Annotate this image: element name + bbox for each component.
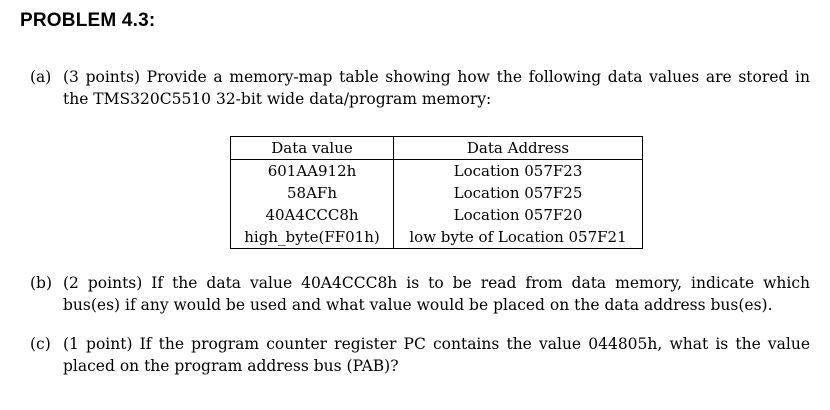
cell-data-address: Location 057F25 (394, 182, 643, 204)
memory-map-table (230, 136, 643, 249)
part-b-tag: (b) (30, 274, 53, 292)
header-data-address: Data Address (394, 137, 643, 160)
cell-data-value: high_byte(FF01h) (231, 226, 394, 249)
cell-data-address: Location 057F23 (394, 160, 643, 183)
problem-heading: PROBLEM 4.3: (20, 10, 156, 31)
cell-data-value: 601AA912h (231, 160, 394, 183)
memory-map-table-container (230, 136, 643, 249)
table-header-row (231, 137, 643, 160)
part-b (30, 272, 810, 316)
part-b-text: (2 points) If the data value 40A4CCC8h is to be read from data memory, indicate which bus(es) if any would be used and what value would be placed on the data address bus(es). (63, 274, 810, 314)
part-a-tag: (a) (30, 68, 52, 86)
cell-data-value: 40A4CCC8h (231, 204, 394, 226)
table-row (231, 182, 643, 204)
cell-data-address: Location 057F20 (394, 204, 643, 226)
table-row (231, 226, 643, 249)
part-a-text: (3 points) Provide a memory-map table showing how the following data values are stored in the TMS320C5510 32-bit wide data/program memory: (63, 68, 810, 108)
part-a (30, 66, 810, 110)
header-data-value: Data value (231, 137, 394, 160)
table-row (231, 160, 643, 183)
table-row (231, 204, 643, 226)
cell-data-value: 58AFh (231, 182, 394, 204)
part-c-tag: (c) (30, 335, 51, 353)
cell-data-address: low byte of Location 057F21 (394, 226, 643, 249)
part-c-text: (1 point) If the program counter register PC contains the value 044805h, what is the value placed on the program address bus (PAB)? (63, 335, 810, 375)
part-c (30, 333, 810, 377)
